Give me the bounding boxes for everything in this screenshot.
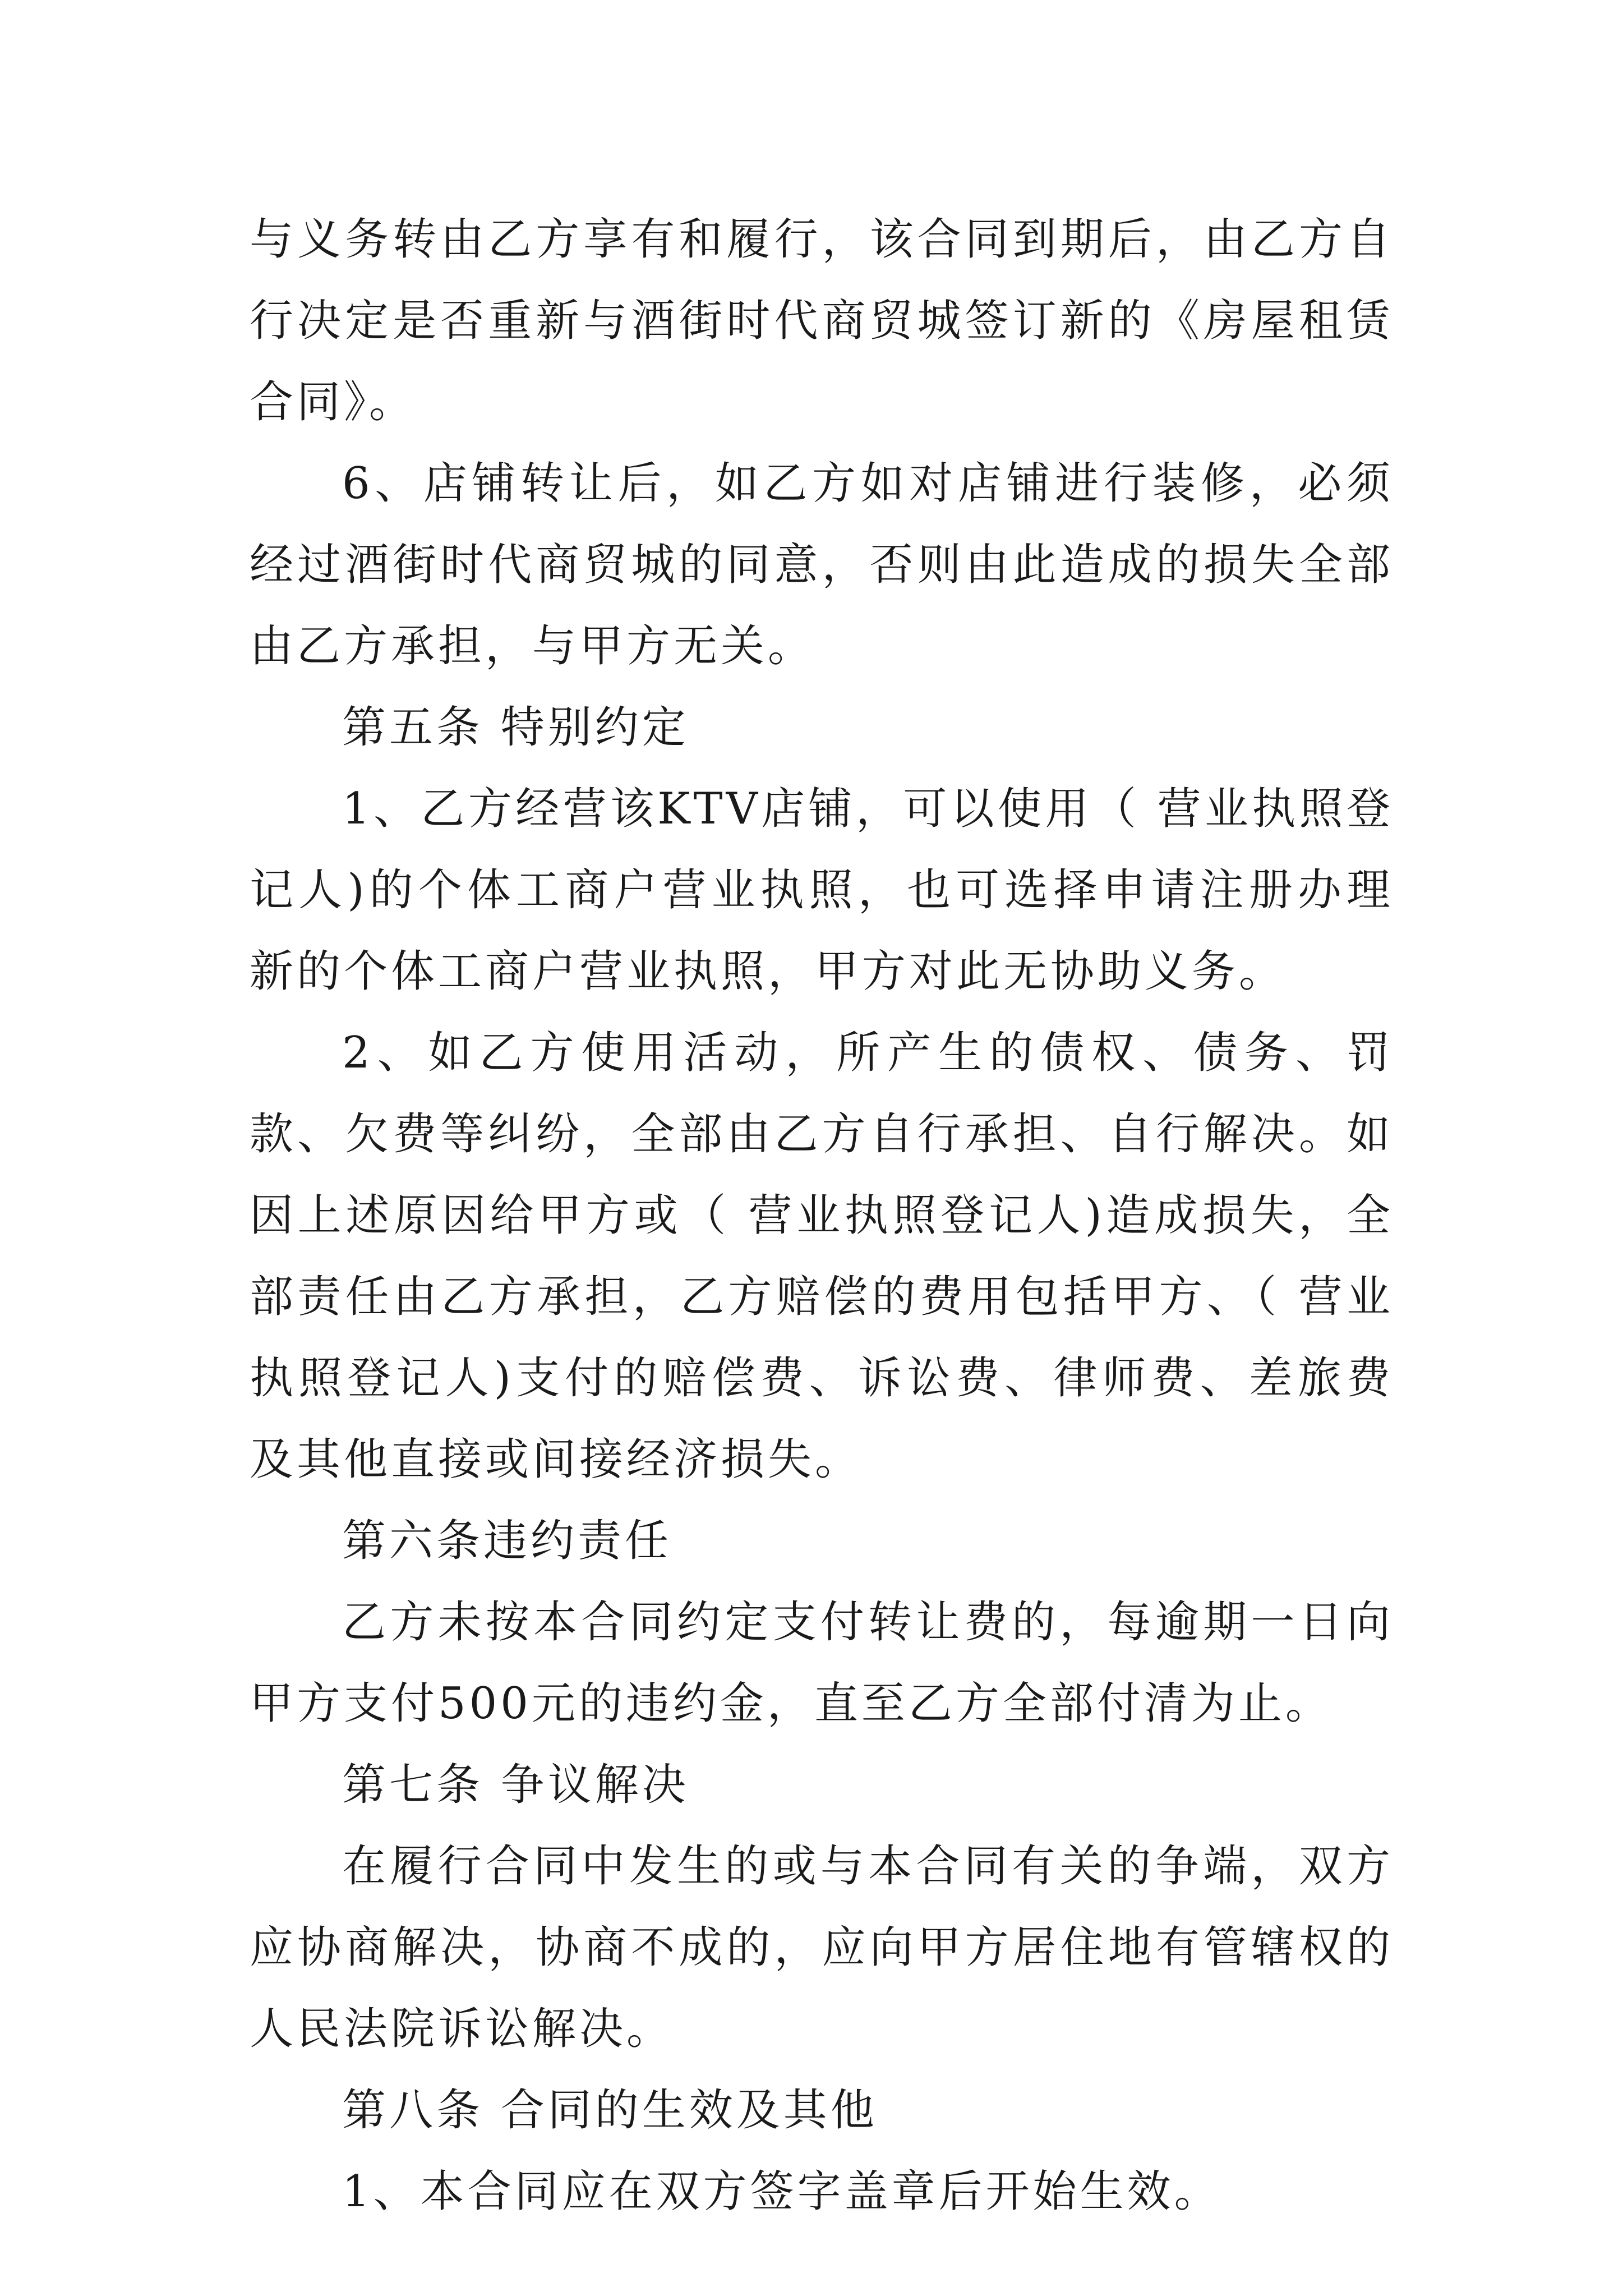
section-heading: 第五条 特别约定 xyxy=(342,702,689,753)
paragraph: 与义务转由乙方享有和履行，该合同到期后，由乙方自行决定是否重新与酒街时代商贸城签订新的《房屋租赁合同》。 xyxy=(250,214,1394,427)
paragraph: 6、店铺转让后，如乙方如对店铺进行装修，必须经过酒街时代商贸城的同意，否则由此造成的损失全部由乙方承担，与甲方无关。 xyxy=(250,458,1394,671)
paragraph: 2、如乙方使用活动，所产生的债权、债务、罚款、欠费等纠纷，全部由乙方自行承担、自行解决。如因上述原因给甲方或（ 营业执照登记人)造成损失，全部责任由乙方承担，乙方赔偿的费用包括甲方、（ 营业执照登记人)支付的赔偿费、诉讼费、律师费、差旅费及其他直接或间接经济损失。 xyxy=(250,1028,1394,1485)
contract-body xyxy=(250,199,1394,2233)
paragraph: 1、本合同应在双方签字盖章后开始生效。 xyxy=(342,2166,1221,2217)
paragraph: 1、乙方经营该KTV店铺，可以使用（ 营业执照登记人)的个体工商户营业执照，也可选择申请注册办理新的个体工商户营业执照，甲方对此无协助义务。 xyxy=(250,784,1394,997)
section-heading: 第六条违约责任 xyxy=(342,1516,672,1566)
section-heading: 第七条 争议解决 xyxy=(342,1760,689,1810)
paragraph: 乙方未按本合同约定支付转让费的，每逾期一日向甲方支付500元的违约金，直至乙方全部付清为止。 xyxy=(250,1597,1394,1729)
paragraph: 在履行合同中发生的或与本合同有关的争端，双方应协商解决，协商不成的，应向甲方居住地有管辖权的人民法院诉讼解决。 xyxy=(250,1841,1394,2054)
section-heading: 第八条 合同的生效及其他 xyxy=(342,2085,878,2136)
